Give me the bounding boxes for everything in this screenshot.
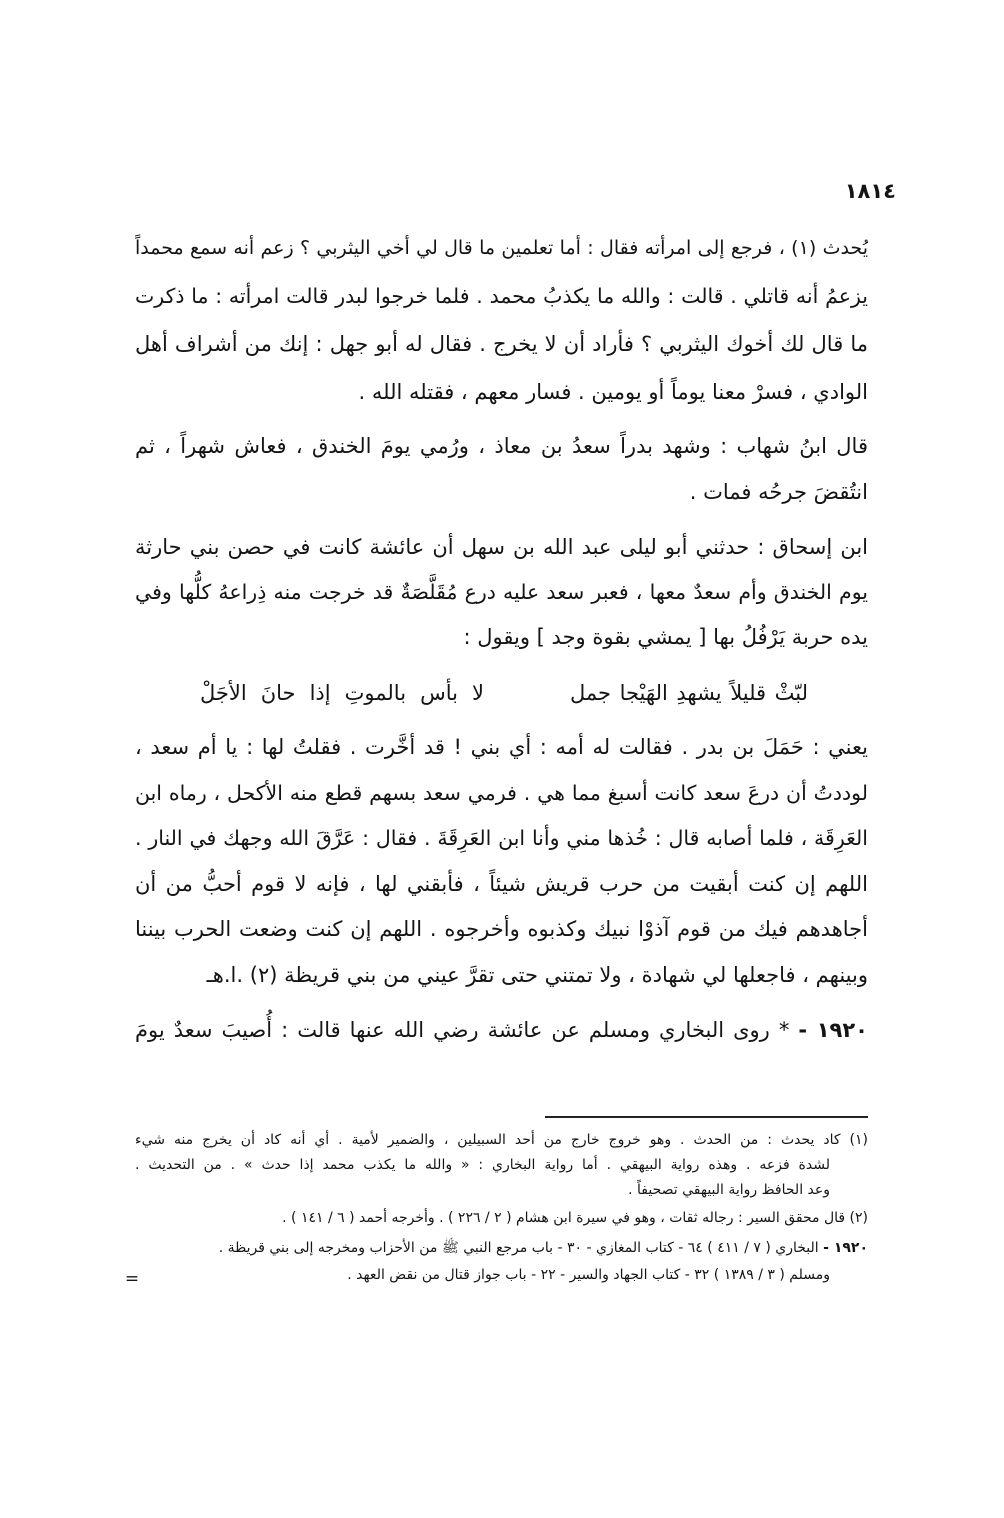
footnote-divider <box>545 1116 868 1118</box>
text-line: انتُقضَ جرحُه فمات . <box>689 480 868 504</box>
footnote-line: وعد الحافظ رواية البيهقي تصحيفاً . <box>628 1182 830 1198</box>
footnote-text: البخاري ( ٧ / ٤١١ ) ٦٤ - كتاب المغازي - ٣٠ - باب مرجع النبي ﷺ من الأحزاب ومخرجه إلى بني قريظة . <box>218 1240 824 1256</box>
paragraph <box>135 423 868 515</box>
footnote-line: ومسلم ( ٣ / ١٣٨٩ ) ٣٢ - كتاب الجهاد والسير - ٢٢ - باب جواز قتال من نقض العهد . <box>347 1267 830 1283</box>
paragraph <box>135 525 868 660</box>
footnote-line: (٢) قال محقق السير : رجاله ثقات ، وهو في سيرة ابن هشام ( ٢ / ٢٢٦ ) . وأخرجه أحمد ( ٦ / ١٤١ ) . <box>282 1210 868 1226</box>
text-line: يعني : حَمَلَ بن بدر . فقالت له أمه : أي بني ! قد أخَّرت . فقلتُ لها : يا أم سعد ، <box>135 735 868 759</box>
text-line: العَرِقَة ، فلما أصابه قال : خُذها مني وأنا ابن العَرِقَةَ . فقال : عَرَّقَ الله وجهك في النار . <box>135 826 868 850</box>
entry-paragraph <box>135 1007 868 1053</box>
continuation-mark: = <box>124 1269 140 1289</box>
entry-text: * روى البخاري ومسلم عن عائشة رضي الله عنها قالت : أُصيبَ سعدٌ يومَ <box>135 1018 799 1042</box>
text-line: أجاهدهم فيك من قوم آذوْا نبيك وكذبوه وأخرجوه . اللهم إن كنت وضعت الحرب بيننا <box>135 917 868 941</box>
text-line: يده حربة يَرْفُلُ بها [ يمشي بقوة وجد ] ويقول : <box>463 625 868 649</box>
verse-first-hemistich: لبّثْ قليلاً يشهدِ الهَيْجا جمل <box>570 681 808 705</box>
footnote-2 <box>135 1206 868 1231</box>
text-line: ابن إسحاق : حدثني أبو ليلى عبد الله بن سهل أن عائشة كانت في حصن بني حارثة <box>135 535 868 559</box>
text-line: يزعمُ أنه قاتلي . قالت : والله ما يكذبُ محمد . فلما خرجوا لبدر قالت امرأته : ما ذكرت <box>135 284 868 308</box>
paragraph <box>135 725 868 998</box>
text-line: ما قال لك أخوك اليثربي ؟ فأراد أن لا يخرج . فقال له أبو جهل : إنك من أشراف أهل <box>135 332 868 356</box>
footnote-line <box>135 1235 868 1262</box>
footnote-line: (١) كاد يحدث : من الحدث . وهو خروج خارج من أحد السبيلين ، والضمير لأمية . أي أنه كاد أن يخرج منه شيء <box>135 1132 868 1148</box>
text-line: اللهم إن كنت أبقيت من حرب قريش شيئاً ، فأبقني لها ، فإنه لا قوم أحبُّ من أن <box>135 871 868 896</box>
text-line <box>135 1007 868 1053</box>
footnote-line: لشدة فزعه . وهذه رواية البيهقي . أما رواية البخاري : « والله ما يكذب محمد إذا حدث » . من التحديث . <box>135 1157 830 1173</box>
text-line: يوم الخندق وأم سعدٌ معها ، فعبر سعد عليه درع مُقَلَّصَةٌ قد خرجت منه ذِراعهُ كلُّها وفي <box>135 580 868 604</box>
footnote-entry-number: ١٩٢٠ - <box>823 1240 868 1256</box>
page-number: ١٨١٤ <box>844 179 896 203</box>
poetry-verse <box>135 670 868 716</box>
footnote-1 <box>135 1128 868 1203</box>
paragraph <box>135 224 868 416</box>
text-line: يُحدث (١) ، فرجع إلى امرأته فقال : أما تعلمين ما قال لي أخي اليثربي ؟ زعم أنه سمع محمداً <box>135 237 868 259</box>
text-line: الوادي ، فسرْ معنا يوماً أو يومين . فسار معهم ، فقتله الله . <box>358 380 868 404</box>
text-line: قال ابنُ شهاب : وشهد بدراً سعدُ بن معاذ ، ورُمي يومَ الخندق ، فعاش شهراً ، ثم <box>135 434 868 458</box>
footnote-source-1920 <box>135 1235 868 1289</box>
verse-second-hemistich: لا بأس بالموتِ إذا حانَ الأجَلْ <box>200 681 484 705</box>
text-line: وبينهم ، فاجعلها لي شهادة ، ولا تمتني حتى تقرَّ عيني من بني قريظة (٢) .ا.هـ <box>206 962 868 987</box>
entry-number: ١٩٢٠ - <box>798 1018 868 1042</box>
text-line: لوددتُ أن درعَ سعد كانت أسبغ مما هي . فرمي سعد بسهم قطع منه الأكحل ، رماه ابن <box>135 780 868 805</box>
